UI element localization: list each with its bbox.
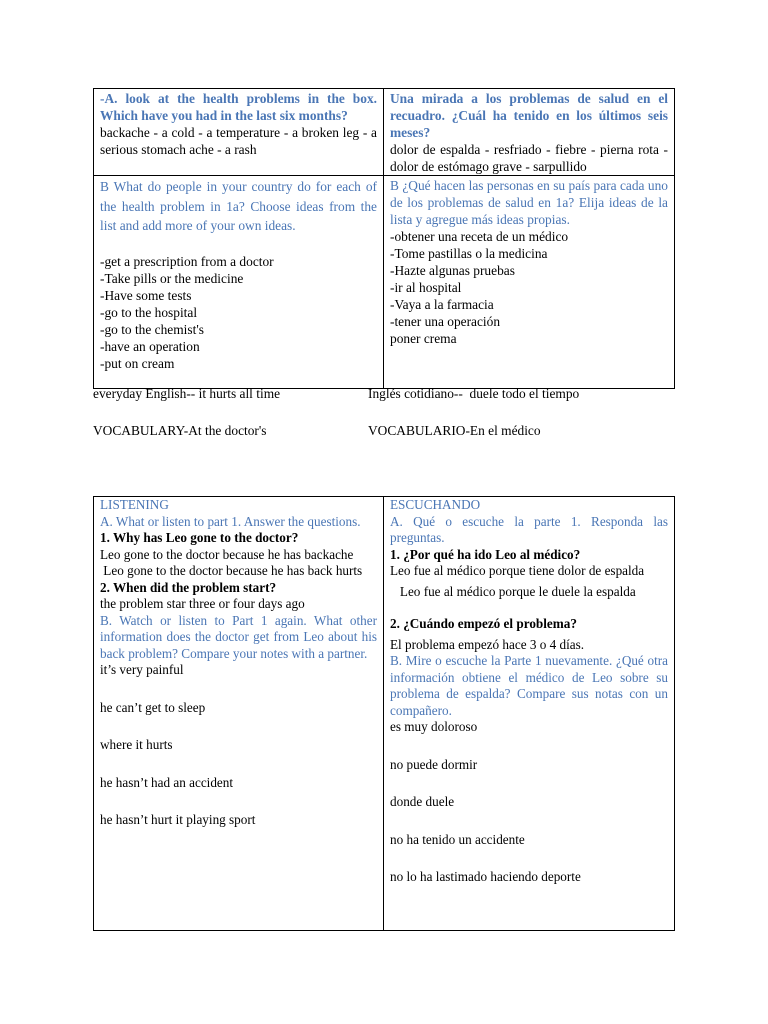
listening-heading-spanish: ESCUCHANDO [390,497,481,512]
instruction-a-english: A. What or listen to part 1. Answer the questions. [100,513,361,529]
question-1-english: 1. Why has Leo gone to the doctor? [100,530,299,545]
table-row [94,176,675,389]
list-item: -go to the hospital [100,304,198,320]
english-cell [94,176,384,389]
instruction-b-english: B. Watch or listen to Part 1 again. What other information does the doctor get from Leo about his back problem? Compare your notes with a partner. [100,612,377,661]
spanish-cell [384,497,675,931]
note-item: he hasn’t had an accident [100,774,234,790]
vocabulary-heading: VOCABULARY-At the doctor's [93,423,267,438]
spanish-cell [384,176,675,389]
list-item: -Hazte algunas pruebas [390,263,515,278]
table-row [94,497,675,931]
vocabulary-heading-spanish: VOCABULARIO-En el médico [368,423,541,438]
list-item: -Have some tests [100,287,192,303]
instruction-a-spanish: A. Qué o escuche la parte 1. Responda las preguntas. [390,513,668,545]
listening-heading: LISTENING [100,497,169,512]
note-item: he can’t get to sleep [100,699,206,715]
list-item: -put on cream [100,355,175,371]
answer-2-spanish: El problema empezó hace 3 o 4 días. [390,636,585,652]
question-b-spanish: B ¿Qué hacen las personas en su país para cada uno de los problemas de salud en 1a? Elija ideas de la lista y agregue más ideas propias. [390,178,668,227]
question-2-spanish: 2. ¿Cuándo empezó el problema? [390,616,577,631]
question-a-spanish: Una mirada a los problemas de salud en el recuadro. ¿Cuál ha tenido en los últimos seis meses? [390,91,668,140]
list-item: -go to the chemist's [100,321,204,337]
note-item: he hasn’t hurt it playing sport [100,812,256,827]
health-problems-list-spanish: dolor de espalda - resfriado - fiebre - pierna rota - dolor de estómago grave - sarpullido [390,142,668,174]
health-problems-list-english: backache - a cold - a temperature - a broken leg - a serious stomach ache - a rash [100,125,377,157]
note-item: donde duele [390,794,455,809]
list-item: -have an operation [100,338,200,354]
question-1-spanish: 1. ¿Por qué ha ido Leo al médico? [390,546,581,562]
note-item: es muy doloroso [390,719,478,734]
english-cell [94,89,384,176]
spanish-cell [384,89,675,176]
note-item: where it hurts [100,737,173,752]
answer-1b-spanish: Leo fue al médico porque le duele la espalda [390,583,636,599]
list-item: -Tome pastillas o la medicina [390,246,548,261]
list-item: poner crema [390,331,457,346]
english-cell [94,497,384,931]
answer-1a-english: Leo gone to the doctor because he has backache [100,546,354,562]
list-item: -ir al hospital [390,280,462,295]
note-item: no lo ha lastimado haciendo deporte [390,869,581,884]
everyday-english-note: everyday English-- it hurts all time [93,386,281,401]
listening-table [93,496,675,931]
health-problems-table [93,88,675,389]
list-item: -obtener una receta de un médico [390,229,569,244]
answer-1a-spanish: Leo fue al médico porque tiene dolor de espalda [390,563,645,578]
question-b-english: B What do people in your country do for each of the health problem in 1a? Choose ideas from the list and add more of your own ideas. [100,179,377,233]
note-item: it’s very painful [100,662,184,677]
list-item: -Vaya a la farmacia [390,297,494,312]
note-item: no puede dormir [390,756,478,772]
question-a-english: -A. look at the health problems in the box. Which have you had in the last six months? [100,91,377,123]
answer-2-english: the problem star three or four days ago [100,596,305,611]
list-item: -Take pills or the medicine [100,270,244,286]
table-row [94,89,675,176]
everyday-english-note-spanish: Inglés cotidiano-- duele todo el tiempo [368,386,580,401]
answer-1b-english: Leo gone to the doctor because he has back hurts [100,563,363,578]
question-2-english: 2. When did the problem start? [100,579,277,595]
instruction-b-spanish: B. Mire o escuche la Parte 1 nuevamente. ¿Qué otra información obtiene el médico de Leo sobre su problema de espalda? Compare sus notas con un compañero. [390,653,668,718]
note-item: no ha tenido un accidente [390,831,525,847]
list-item: -tener una operación [390,314,501,329]
list-item: -get a prescription from a doctor [100,253,274,269]
